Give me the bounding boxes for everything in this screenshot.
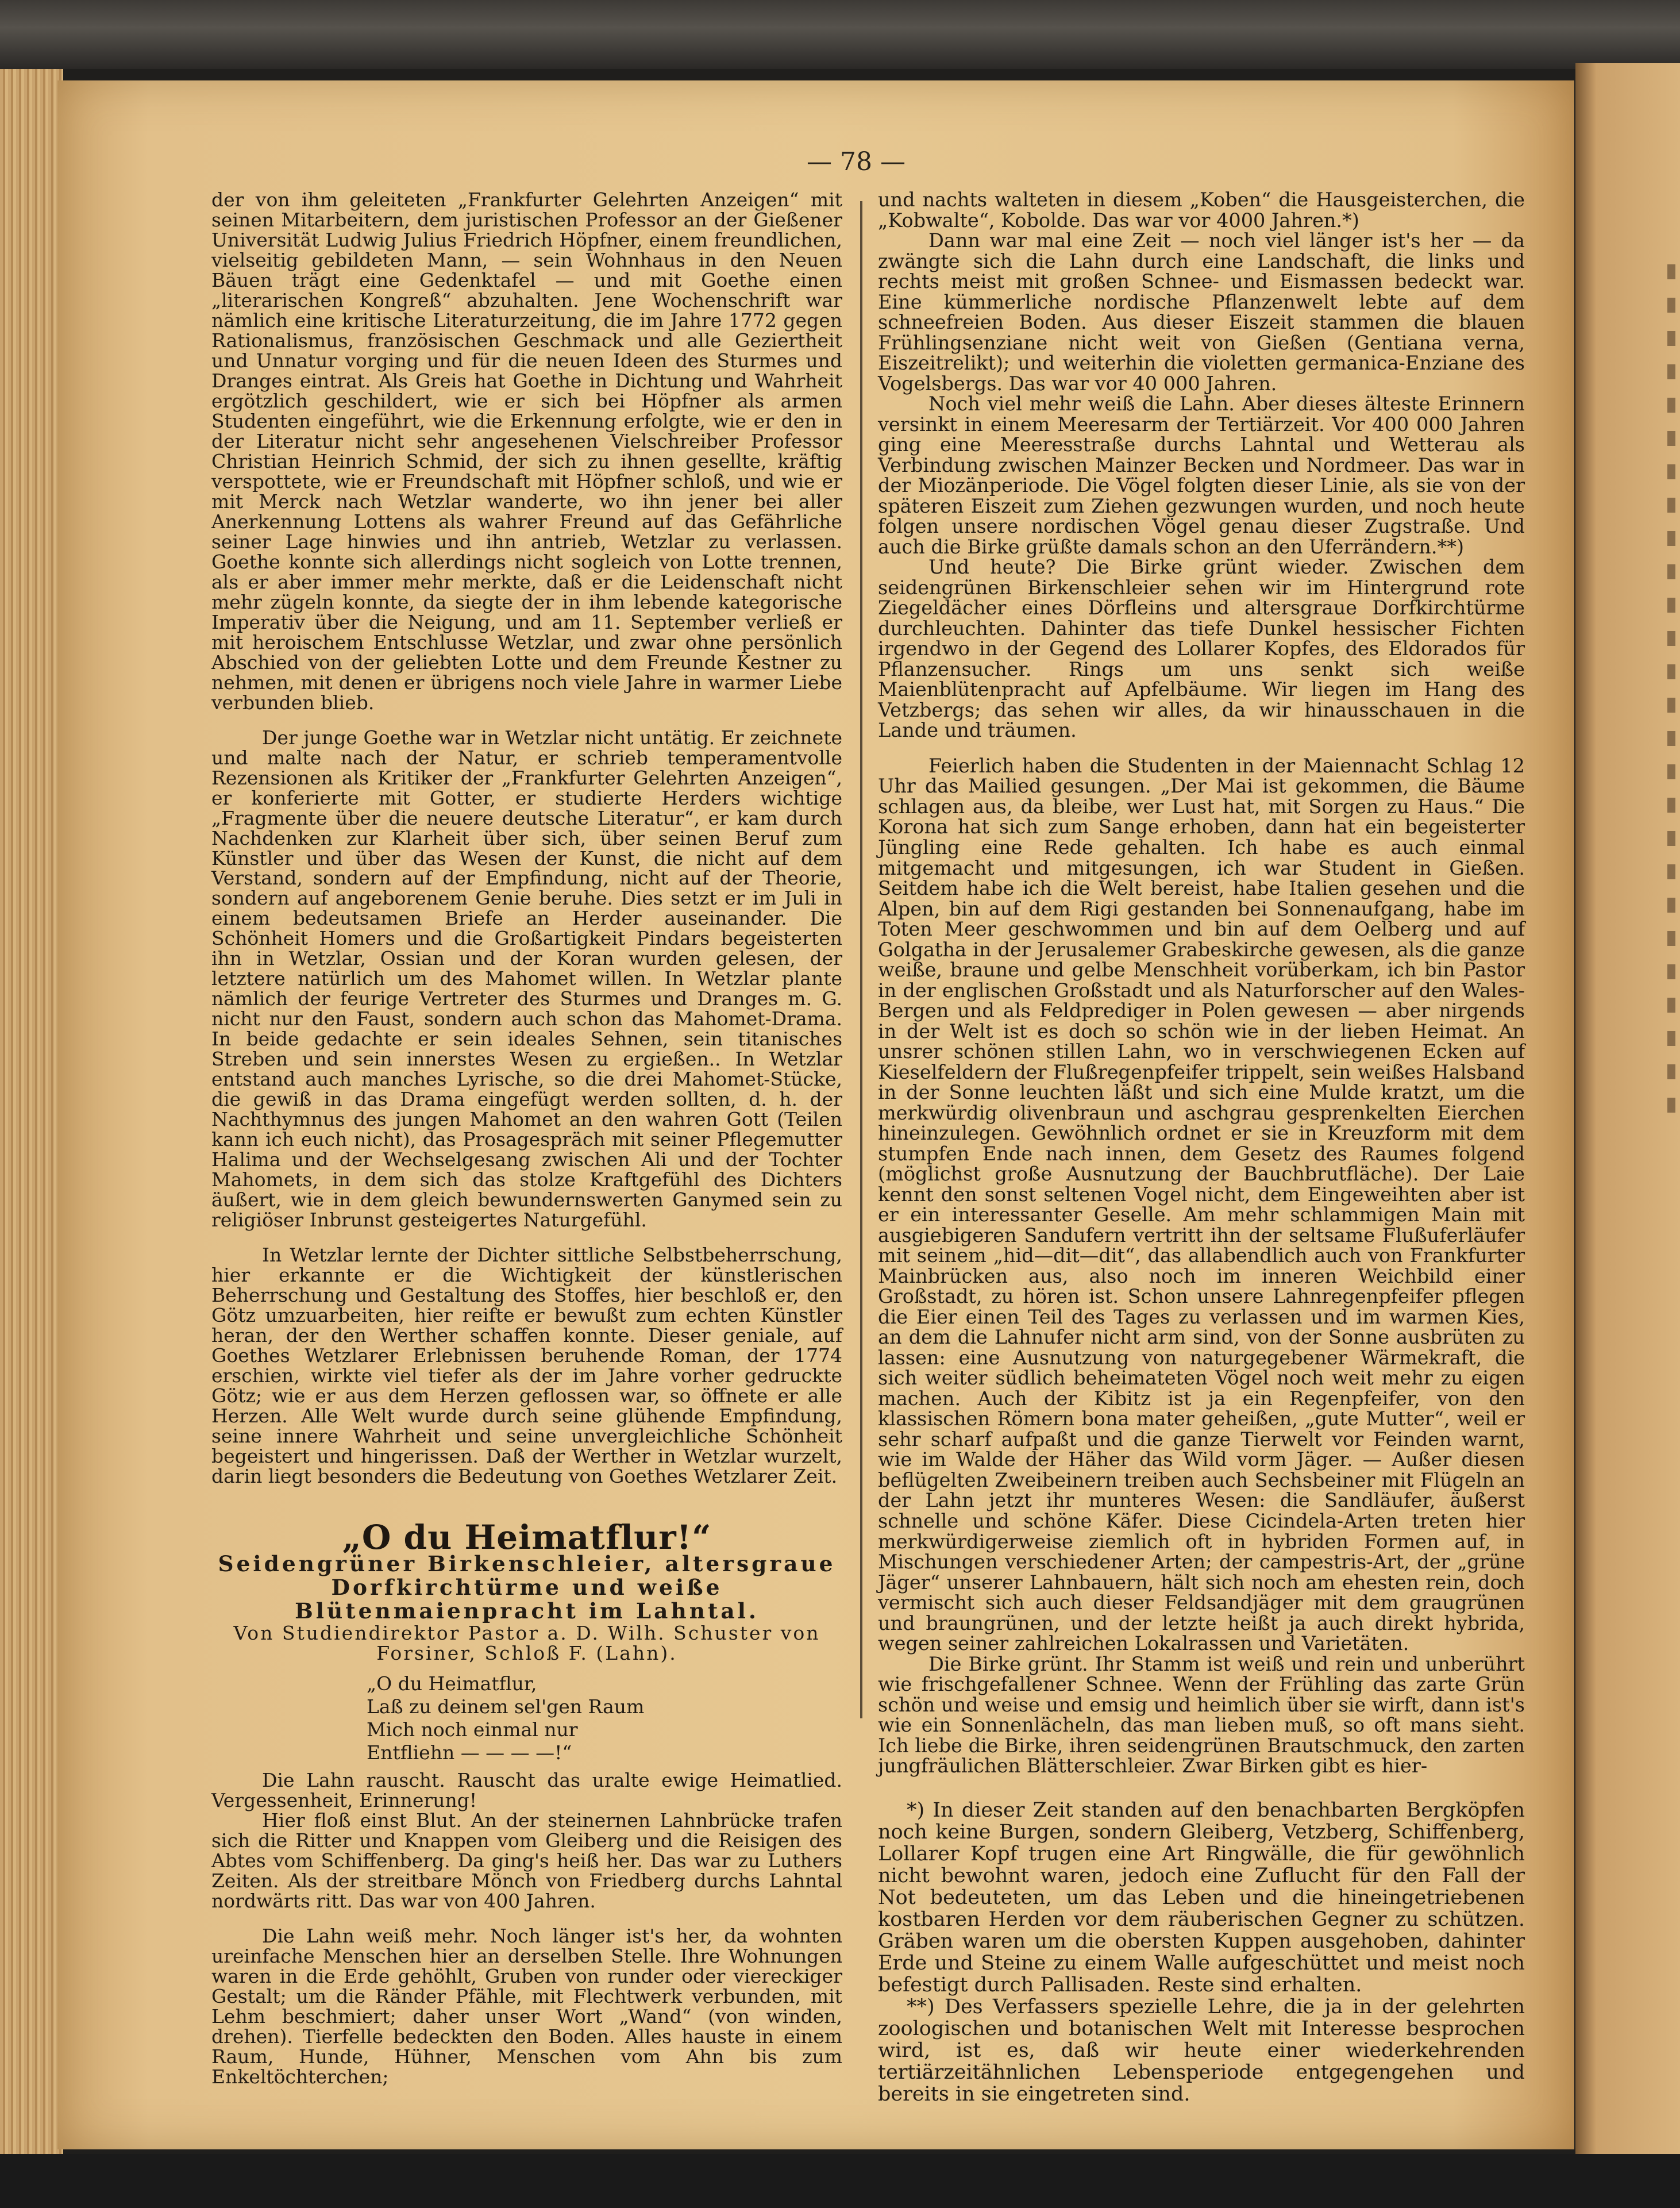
verse-line: Mich noch einmal nur [367,1718,578,1741]
article-byline: Von Studiendirektor Pastor a. D. Wilh. Schuster von Forsiner, Schloß F. (Lahn). [233,1622,820,1664]
paragraph: und nachts walteten in diesem „Koben“ die Hausgeisterchen, die „Kobwalte“, Kobolde. Das war vor 4000 Jahren.*) [878,189,1525,232]
left-column [211,190,842,2087]
paragraph: Und heute? Die Birke grünt wieder. Zwischen dem seidengrünen Birkenschleier sehen wir im Hintergrund rote Ziegeldächer eines Dörfleins und altersgraue Dorfkirchtürme durchleuchten. Dahinter das tiefe Dunkel hessischer Fichten irgendwo in der Gegend des Lollarer Kopfes, des Eldorados für Pflanzensucher. Rings um uns senkt sich weiße Maienblütenpracht auf Apfelbäume. Wir liegen im Hang des Vetzbergs; das sehen wir alles, da wir hinausschauen in die Lande und träumen. [878,556,1525,742]
right-column [878,190,1525,2105]
article-subtitle: Seidengrüner Birkenschleier, altersgraue Dorfkirchtürme und weiße Blütenmaienpracht im Lahntal. [218,1551,836,1624]
verse-line: Entfliehn — — — —!“ [367,1741,572,1764]
paragraph: Dann war mal eine Zeit — noch viel länger ist's her — da zwängte sich die Lahn durch eine Landschaft, die links und rechts meist mit großen Schnee- und Eismassen bedeckt war. Eine kümmerliche nordische Pflanzenwelt lebte auf dem schneefreien Boden. Aus dieser Eiszeit stammen die blauen Frühlingsenziane nicht weit von Gießen (Gentiana verna, Eiszeitrelikt); und weiterhin die violetten germanica-Enziane des Vogelsbergs. Das war vor 40 000 Jahren. [878,229,1525,395]
paragraph: In Wetzlar lernte der Dichter sittliche Selbstbeherrschung, hier erkannte er die Wichtigkeit der künstlerischen Beherrschung und Gestaltung des Stoffes, hier beschloß er, den Götz umzuarbeiten, hier reifte er bewußt zum echten Künstler heran, der den Werther schaffen konnte. Dieser geniale, auf Goethes Wetzlarer Erlebnissen beruhende Roman, der 1774 erschien, wirkte viel tiefer als der im Jahre vorher gedruckte Götz; wie er aus dem Herzen geflossen war, so öffnete er alle Herzen. Alle Welt wurde durch seine glühende Empfindung, seine innere Wahrheit und seine unvergleichliche Schönheit begeistert und hingerissen. Daß der Werther in Wetzlar wurzelt, darin liegt besonders die Bedeutung von Goethes Wetzlarer Zeit. [211,1244,842,1488]
verse-line: „O du Heimatflur, [367,1672,537,1695]
facing-page-text-fragment [1667,264,1675,1126]
page-stack-edge [0,69,63,2161]
paragraph: Die Lahn rauscht. Rauscht das uralte ewige Heimatlied. Vergessenheit, Erinnerung! [211,1768,842,1811]
column-divider [860,201,862,1718]
paragraph: Noch viel mehr weiß die Lahn. Aber dieses älteste Erinnern versinkt in einem Meeresarm der Tertiärzeit. Vor 400 000 Jahren ging eine Meeresstraße durchs Lahntal und Wetterau als Verbindung zwischen Mainzer Becken und Nordmeer. Das war in der Miozänperiode. Die Vögel folgten dieser Linie, als sie von der späteren Eiszeit zum Ziehen gezwungen wurden, und noch heute folgen unsere nordischen Vögel genau dieser Zugstraße. Und auch die Birke grüßte damals schon an den Uferrändern.**) [878,393,1525,558]
paragraph: Die Lahn weiß mehr. Noch länger ist's her, da wohnten ureinfache Menschen hier an derselben Stelle. Ihre Wohnungen waren in die Erde gehöhlt, Gruben von runder oder viereckiger Gestalt; um die Ränder Pfähle, mit Flechtwerk verbunden, mit Lehm beschmiert; daher unser Wort „Wand“ (von winden, drehen). Tierfelle bedeckten den Boden. Alles hauste in einem Raum, Hunde, Hühner, Menschen vom Ahn bis zum Enkeltöchterchen; [211,1924,842,2088]
paragraph: Der junge Goethe war in Wetzlar nicht untätig. Er zeichnete und malte nach der Natur, er schrieb temperamentvolle Rezensionen als Kritiker der „Frankfurter Gelehrten Anzeigen“, er konferierte mit Gotter, er studierte Herders wichtige „Fragmente über die neuere deutsche Literatur“, er kam durch Nachdenken zur Klarheit über sich, über seinen Beruf zum Künstler und über das Wesen der Kunst, die nicht auf dem Verstand, sondern auf der Empfindung, nicht auf der Theorie, sondern auf angeborenem Genie beruhe. Dies setzt er im Juli in einem bedeutsamen Briefe an Herder auseinander. Die Schönheit Homers und die Großartigkeit Pindars begeisterten ihn in Wetzlar, Ossian und der Koran wurden gelesen, der letztere natürlich um des Mahomet willen. In Wetzlar plante nämlich der feurige Vertreter des Sturmes und Dranges m. G. nicht nur den Faust, sondern auch schon das Mahomet-Drama. In beide gedachte er sein ideales Sehnen, sein titanisches Streben und sein innerstes Wesen zu ergießen.. In Wetzlar entstand auch manches Lyrische, so die drei Mahomet-Stücke, die gewiß in das Drama eingefügt werden sollten, d. h. der Nachthymnus des jungen Mahomet an den wahren Gott (Teilen kann ich euch nicht), das Prosagespräch mit seiner Pflegemutter Halima und der Wechselgesang zwischen Ali und der Tochter Mahomets, in dem sich das stolze Kraftgefühl des Dichters äußert, wie in dem gleich bewundernswerten Ganymed sein zu religiöser Inbrunst gesteigertes Naturgefühl. [211,726,842,1232]
footnote: *) In dieser Zeit standen auf den benachbarten Bergköpfen noch keine Burgen, sondern Gleiberg, Vetzberg, Schiffenberg, Lollarer Kopf trugen eine Art Ringwälle, die für gewöhnlich nicht bewohnt waren, jedoch eine Zuflucht für den Fall der Not bedeuteten, um das Leben und die hineingetriebenen kostbaren Herden vor dem räuberischen Gegner zu schützen. Gräben waren um die obersten Kuppen ausgehoben, dahinter Erde und Steine zu einem Walle aufgeschüttet und meist noch befestigt durch Pallisaden. Reste sind erhalten. [878,1798,1525,1997]
paragraph: der von ihm geleiteten „Frankfurter Gelehrten Anzeigen“ mit seinen Mitarbeitern, dem juristischen Professor an der Gießener Universität Ludwig Julius Friedrich Höpfner, einem freundlichen, vielseitig gebildeten Mann, — sein Wohnhaus in den Neuen Bäuen trägt eine Gedenktafel — und mit Goethe einen „literarischen Kongreß“ abzuhalten. Jene Wochenschrift war nämlich eine kritische Literaturzeitung, die im Jahre 1772 gegen Rationalismus, französischen Geschmack und alle Geziertheit und Unnatur vorging und für die neuen Ideen des Sturmes und Dranges eintrat. Als Greis hat Goethe in Dichtung und Wahrheit ergötzlich geschildert, wie er sich bei Höpfner als armen Studenten eingeführt, wie die Erkennung erfolgte, wie er den in der Literatur nicht sehr angesehenen Vielschreiber Professor Christian Heinrich Schmid, der sich zu ihnen gesellte, kräftig verspottete, wie er Freundschaft mit Höpfner schloß, und wie er mit Merck nach Wetzlar wanderte, wo ihn jener bei aller Anerkennung Lottens als wahrer Freund auf das Gefährliche seiner Lage hinwies und ihn antrieb, Wetzlar zu verlassen. Goethe konnte sich allerdings nicht sogleich von Lotte trennen, als er aber immer mehr merkte, daß er die Leidenschaft nicht mehr zügeln konnte, da siegte der in ihm lebende kategorische Imperativ über die Neigung, und am 11. September verließ er mit heroischem Entschlusse Wetzlar, und zwar ohne persönlich Abschied von der geliebten Lotte und dem Freunde Kestner zu nehmen, mit denen er übrigens noch viele Jahre in warmer Liebe verbunden blieb. [211,189,842,714]
footnotes [878,1799,1525,2105]
facing-page-edge [1575,63,1680,2155]
paragraph: Hier floß einst Blut. An der steinernen Lahnbrücke trafen sich die Ritter und Knappen vom Gleiberg und die Reisigen des Abtes vom Schiffenberg. Da ging's heiß her. Das war zu Luthers Zeiten. Als der streitbare Mönch von Friedberg durchs Lahntal nordwärts ritt. Das war von 400 Jahren. [211,1809,842,1912]
article-heading: „O du Heimatflur!“ [342,1518,712,1557]
epigraph-verse [211,1672,842,1764]
footnote: **) Des Verfassers spezielle Lehre, die ja in der gelehrten zoologischen und botanischen Welt mit Interesse besprochen wird, ist es, daß wir heute einer wiederkehrenden tertiärzeitähnlichen Lebensperiode entgegengehen und bereits in sie eingetreten sind. [878,1995,1525,2106]
page-number: — 78 — [807,147,905,176]
paragraph: Feierlich haben die Studenten in der Maiennacht Schlag 12 Uhr das Mailied gesungen. „Der Mai ist gekommen, die Bäume schlagen aus, da bleibe, wer Lust hat, mit Sorgen zu Haus.“ Die Korona hat sich zum Sange erhoben, dann hat ein begeisterter Jüngling eine Rede gehalten. Ich habe es auch einmal mitgemacht und mitgesungen, ich war Student in Gießen. Seitdem habe ich die Welt bereist, habe Italien gesehen und die Alpen, bin auf dem Rigi gestanden bei Sonnenaufgang, habe im Toten Meer geschwommen und bin auf dem Oelberg und auf Golgatha in der Jerusalemer Grabeskirche gewesen, als die ganze weiße, braune und gelbe Menschheit vorüberkam, ich bin Pastor in der englischen Großstadt und als Naturforscher auf den Wales-Bergen und als Feldprediger in Polen gewesen — aber nirgends in der Welt ist es doch so schön wie in der lieben Heimat. An unsrer schönen stillen Lahn, wo in verschwiegenen Ecken auf Kieselfeldern der Flußregenpfeifer trippelt, sein weißes Halsband in der Sonne leuchten läßt und sich eine Mulde kratzt, um die merkwürdig olivenbraun und aschgrau gesprenkelten Eierchen hineinzulegen. Gewöhnlich ordnet er sie in Kreuzform mit dem stumpfen Ende nach innen, dem Gesetz des Raumes folgend (möglichst große Ausnutzung der Bauchbrutfläche). Der Laie kennt den sonst seltenen Vogel nicht, dem Eingeweihten aber ist er ein interessanter Geselle. Am mehr schlammigen Main mit ausgiebigeren Sandufern vertritt ihn der seltsame Flußuferläufer mit seinem „hid—dit—dit“, das allabendlich auch von Frankfurter Mainbrücken aus, also noch im inneren Weichbild einer Großstadt, zu hören ist. Schon unsere Lahnregenpfeifer pflegen die Eier einen Teil des Tages zu verlassen und im warmen Kies, an dem die Lahnufer nicht arm sind, von der Sonne ausbrüten zu lassen: eine Ausnutzung von naturgegebener Wärmekraft, die sich weiter südlich beheimateten Vögel noch weit mehr zu eigen machen. Auch der Kibitz ist ja ein Regenpfeifer, von den klassischen Römern bona mater geheißen, „gute Mutter“, weil er sehr scharf aufpaßt und die ganze Tierwelt vor Feinden warnt, wie im Walde der Häher das Wild vorm Jäger. — Außer diesen beflügelten Zweibeinern treiben auch Sechsbeiner mit Flügeln an der Lahn jetzt ihr munteres Wesen: die Sandläufer, äußerst schnelle und schöne Käfer. Diese Cicindela-Arten treten hier merkwürdigerweise ziemlich oft in hybriden Formen auf, in Mischungen verschiedener Arten; der campestris-Art, der „grüne Jäger“ unserer Lahnbauern, hält sich noch am ehesten rein, doch vermischt sich auch dieser Feldsandjäger mit dem graugrünen und braungrünen, und der letzte heißt ja auch direkt hybrida, wegen seiner zahlreichen Lokalrassen und Varietäten. [878,754,1525,1655]
scan-background [0,2154,1680,2208]
book-spine-edge [0,0,1680,69]
verse-line: Laß zu deinem sel'gen Raum [367,1695,645,1718]
paragraph: Die Birke grünt. Ihr Stamm ist weiß und rein und unberührt wie frischgefallener Schnee. Wenn der Frühling das zarte Grün schön und weise und emsig und heimlich über sie wirft, dann ist's wie ein Sonnenlächeln, das man lieben muß, so oft mans sieht. Ich liebe die Birke, ihren seidengrünen Brautschmuck, den zarten jungfräulichen Blätterschleier. Zwar Birken gibt es hier- [878,1652,1525,1778]
